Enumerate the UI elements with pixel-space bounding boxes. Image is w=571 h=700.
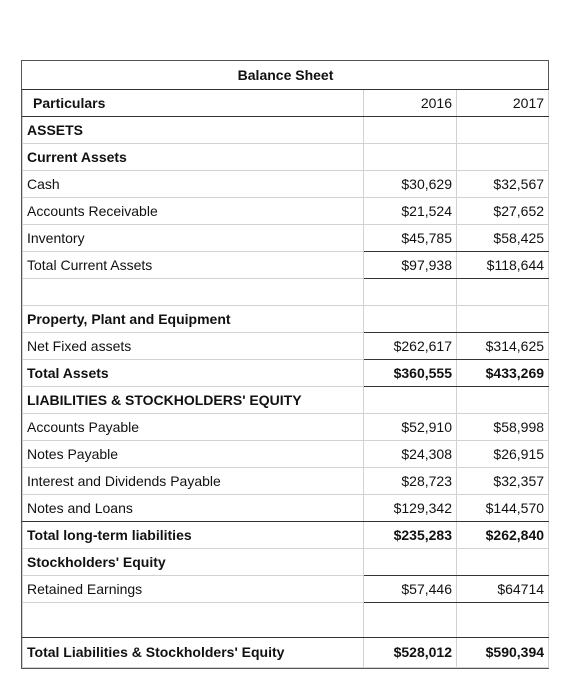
balance-sheet-table: [22, 61, 549, 668]
table-row: [23, 575, 549, 602]
spacer-row: [23, 278, 549, 305]
spacer-row: [23, 602, 549, 637]
row-label: Total Assets: [23, 359, 364, 386]
table-row: [23, 359, 549, 386]
row-value-2016: $235,283: [364, 521, 457, 548]
row-value-2016: $52,910: [364, 413, 457, 440]
row-value-2017: $58,998: [457, 413, 549, 440]
row-label: Current Assets: [23, 143, 364, 170]
row-label: Cash: [23, 170, 364, 197]
row-label: Total Liabilities & Stockholders' Equity: [23, 637, 364, 667]
row-value-2017: $27,652: [457, 197, 549, 224]
row-label: Accounts Receivable: [23, 197, 364, 224]
row-value-2017: [457, 548, 549, 575]
row-value-2016: $45,785: [364, 224, 457, 251]
row-value-2017: [457, 305, 549, 332]
row-value-2017: $314,625: [457, 332, 549, 359]
row-value-2017: [457, 386, 549, 413]
table-row: [23, 440, 549, 467]
row-value-2017: $32,567: [457, 170, 549, 197]
balance-sheet: [21, 60, 549, 669]
table-row: [23, 332, 549, 359]
table-row: [23, 116, 549, 143]
row-label: Notes Payable: [23, 440, 364, 467]
row-value-2016: [364, 116, 457, 143]
row-label: Total Current Assets: [23, 251, 364, 278]
header-year-2016: 2016: [364, 89, 457, 116]
table-row: [23, 251, 549, 278]
row-value-2017: $118,644: [457, 251, 549, 278]
row-value-2017: $144,570: [457, 494, 549, 521]
table-row: [23, 386, 549, 413]
row-label: Accounts Payable: [23, 413, 364, 440]
row-value-2016: $24,308: [364, 440, 457, 467]
table-row: [23, 224, 549, 251]
row-value-2016: $528,012: [364, 637, 457, 667]
row-value-2016: [364, 548, 457, 575]
row-value-2017: $262,840: [457, 521, 549, 548]
row-value-2017: [457, 143, 549, 170]
table-row: [23, 143, 549, 170]
row-value-2017: $590,394: [457, 637, 549, 667]
row-value-2017: $32,357: [457, 467, 549, 494]
table-row: [23, 305, 549, 332]
row-label: Interest and Dividends Payable: [23, 467, 364, 494]
row-value-2016: $97,938: [364, 251, 457, 278]
row-label: Total long-term liabilities: [23, 521, 364, 548]
row-value-2017: $433,269: [457, 359, 549, 386]
sheet-title: Balance Sheet: [23, 61, 549, 89]
row-value-2016: [364, 386, 457, 413]
row-value-2016: [364, 305, 457, 332]
header-year-2017: 2017: [457, 89, 549, 116]
table-row: [23, 170, 549, 197]
row-value-2016: $129,342: [364, 494, 457, 521]
row-label: Stockholders' Equity: [23, 548, 364, 575]
table-row: [23, 548, 549, 575]
table-row: [23, 521, 549, 548]
table-row: [23, 494, 549, 521]
row-value-2017: [457, 116, 549, 143]
row-value-2017: $26,915: [457, 440, 549, 467]
row-value-2016: $57,446: [364, 575, 457, 602]
row-label: Net Fixed assets: [23, 332, 364, 359]
table-row: [23, 197, 549, 224]
table-row: [23, 413, 549, 440]
title-row: [23, 61, 549, 89]
row-label: Notes and Loans: [23, 494, 364, 521]
row-label: ASSETS: [23, 116, 364, 143]
row-value-2016: $262,617: [364, 332, 457, 359]
row-label: LIABILITIES & STOCKHOLDERS' EQUITY: [23, 386, 364, 413]
header-row: [23, 89, 549, 116]
row-value-2016: $28,723: [364, 467, 457, 494]
table-row: [23, 467, 549, 494]
row-value-2016: [364, 143, 457, 170]
row-label: Property, Plant and Equipment: [23, 305, 364, 332]
row-value-2016: $30,629: [364, 170, 457, 197]
row-value-2016: $21,524: [364, 197, 457, 224]
row-value-2016: $360,555: [364, 359, 457, 386]
row-value-2017: $58,425: [457, 224, 549, 251]
table-row: [23, 637, 549, 667]
header-particulars: Particulars: [23, 89, 364, 116]
row-value-2017: $64714: [457, 575, 549, 602]
row-label: Inventory: [23, 224, 364, 251]
row-label: Retained Earnings: [23, 575, 364, 602]
